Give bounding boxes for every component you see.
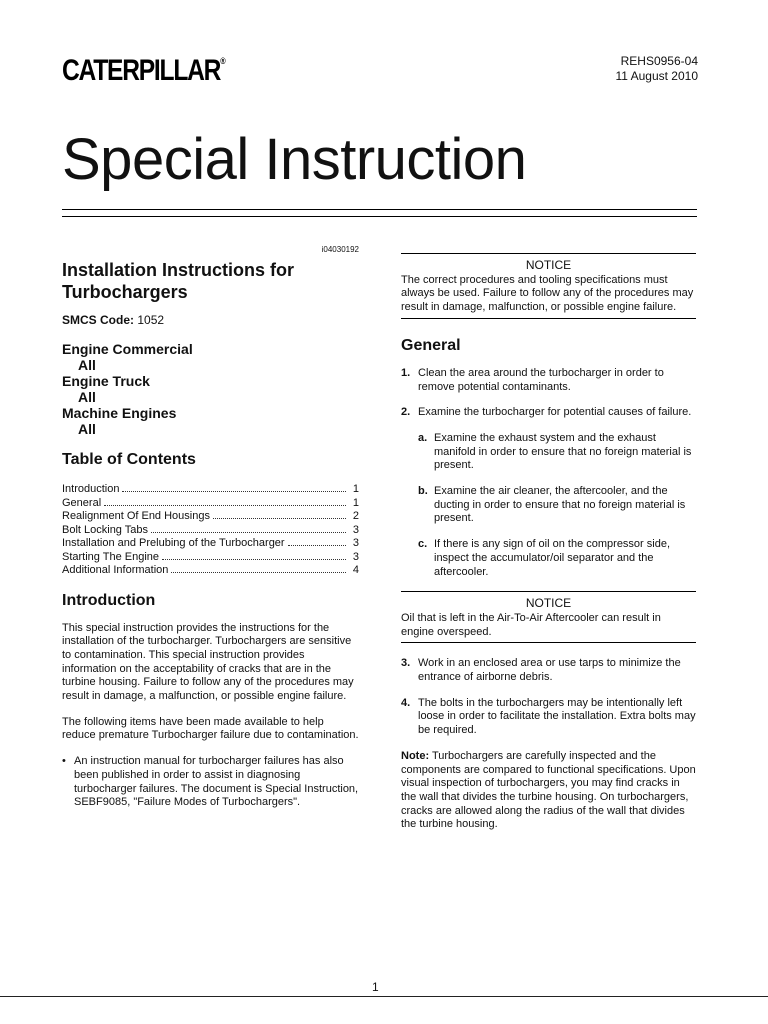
engine-name: Engine Truck <box>62 373 150 389</box>
toc-leader-dots <box>171 572 346 573</box>
toc-entry-title: Introduction <box>62 483 120 495</box>
notice-label: NOTICE <box>525 258 572 272</box>
smcs-label: SMCS Code: <box>62 313 134 327</box>
note-label: Note: <box>401 749 430 762</box>
step-text: Examine the turbocharger for potential causes of failure. <box>418 406 692 419</box>
notice-box <box>401 253 696 319</box>
toc-entry[interactable] <box>62 510 359 524</box>
substep-item <box>401 538 696 579</box>
notice-text: Oil that is left in the Air-To-Air Aftercooler can result in engine overspeed. <box>401 611 661 638</box>
bullet-text: An instruction manual for turbocharger failures has also been published in order to assist in diagnosing turbocharger failures. The document is Special Instruction, SEBF9085, "Failure Modes of Turbochargers". <box>74 755 359 809</box>
step-number: 3. <box>401 657 411 670</box>
note-text: Turbochargers are carefully inspected and the components are compared to functional specifications. Upon visual inspection of turbochargers, you may find cracks in the wall that divides the turbine housing. On turbochargers, cracks are allowed along the radius of the wall that divides the turbine housing. <box>401 749 696 831</box>
toc-heading: Table of Contents <box>62 451 196 468</box>
brand-name: CATERPILLAR <box>62 54 221 87</box>
toc-entry-page: 1 <box>352 483 359 495</box>
toc-leader-dots <box>122 491 346 492</box>
table-of-contents <box>62 483 359 578</box>
toc-entry[interactable] <box>62 524 359 538</box>
toc-entry[interactable] <box>62 537 359 551</box>
notice-text: The correct procedures and tooling specifications must always be used. Failure to follow any of the procedures may result in damage, malfunction, or possible engine failure. <box>401 273 694 314</box>
engine-name: Engine Commercial <box>62 341 193 357</box>
engine-name: Machine Engines <box>62 405 177 421</box>
introduction-paragraph: This special instruction provides the instructions for the installation of the turbocharger. Turbochargers are sensitive to contamination. This special instruction provides information on the acceptability of cracks that are in the turbine housing. Failure to follow any of the procedures may result in damage, a malfunction, or possible engine failure. <box>62 621 354 703</box>
step-number: 2. <box>401 406 411 419</box>
notice-box <box>401 591 696 643</box>
note-paragraph <box>401 750 696 832</box>
toc-entry-title: Bolt Locking Tabs <box>62 523 149 536</box>
bullet-mark: • <box>62 755 66 768</box>
step-text: Clean the area around the turbocharger in order to remove potential contaminants. <box>418 366 664 393</box>
notice-label: NOTICE <box>525 596 572 611</box>
toc-entry-title: General <box>62 496 102 509</box>
bullet-item <box>62 755 359 810</box>
reference-id: i04030192 <box>321 245 359 254</box>
toc-entry-page: 3 <box>352 550 359 563</box>
general-heading: General <box>401 336 461 354</box>
engine-value: All <box>78 357 96 373</box>
step-item <box>401 367 696 394</box>
toc-entry-page: 3 <box>352 523 359 536</box>
page-bottom-edge <box>0 996 768 997</box>
registered-mark: ® <box>220 56 226 66</box>
toc-leader-dots <box>104 505 346 506</box>
engine-list <box>62 341 359 437</box>
toc-entry-title: Realignment Of End Housings <box>62 510 210 522</box>
substep-letter: c. <box>418 538 428 551</box>
title-rule-bottom <box>62 216 697 217</box>
left-column <box>62 245 359 810</box>
right-column <box>401 253 696 844</box>
smcs-value: 1052 <box>137 313 165 327</box>
engine-value: All <box>78 421 96 437</box>
toc-entry[interactable] <box>62 497 359 511</box>
document-date: 11 August 2010 <box>615 69 698 83</box>
smcs-code <box>62 313 359 327</box>
toc-entry[interactable] <box>62 483 359 497</box>
toc-entry-title: Starting The Engine <box>62 550 160 563</box>
substep-text: If there is any sign of oil on the compressor side, inspect the accumulator/oil separator and the aftercooler. <box>434 538 671 578</box>
toc-entry-page: 3 <box>352 537 359 549</box>
title-rule-top <box>62 209 697 210</box>
introduction-heading: Introduction <box>62 591 156 609</box>
toc-leader-dots <box>162 559 346 560</box>
page-number: 1 <box>372 980 379 994</box>
substep-text: Examine the exhaust system and the exhaust manifold in order to ensure that no foreign material is present. <box>434 431 692 472</box>
step-item <box>401 406 696 420</box>
toc-entry-page: 1 <box>352 496 359 509</box>
document-meta <box>615 54 698 84</box>
substep-item <box>401 432 696 473</box>
toc-entry[interactable] <box>62 564 359 578</box>
toc-entry-page: 4 <box>352 564 359 576</box>
page-title: Special Instruction <box>62 127 527 192</box>
caterpillar-logo <box>62 54 226 88</box>
toc-entry-title: Installation and Prelubing of the Turbocharger <box>62 537 285 549</box>
toc-leader-dots <box>151 532 346 533</box>
step-item <box>401 697 696 738</box>
step-item <box>401 657 696 684</box>
toc-entry-title: Additional Information <box>62 564 169 576</box>
step-number: 1. <box>401 366 411 379</box>
engine-value: All <box>78 389 96 405</box>
toc-entry-page: 2 <box>352 510 359 522</box>
substep-letter: b. <box>418 485 428 498</box>
step-text: Work in an enclosed area or use tarps to minimize the entrance of airborne debris. <box>418 657 681 684</box>
substep-item <box>401 485 696 526</box>
step-number: 4. <box>401 696 411 709</box>
introduction-paragraph: The following items have been made available to help reduce premature Turbocharger failure due to contamination. <box>62 715 359 742</box>
step-text: The bolts in the turbochargers may be intentionally left loose in order to facilitate the installation. Extra bolts may be required. <box>418 696 696 737</box>
document-number: REHS0956-04 <box>620 54 698 68</box>
substep-text: Examine the air cleaner, the aftercooler, and the ducting in order to ensure that no foreign material is present. <box>434 485 686 525</box>
toc-leader-dots <box>213 518 346 519</box>
substep-letter: a. <box>418 431 428 444</box>
toc-entry[interactable] <box>62 551 359 565</box>
toc-leader-dots <box>288 545 346 546</box>
document-title: Installation Instructions for Turbochargers <box>62 260 295 302</box>
